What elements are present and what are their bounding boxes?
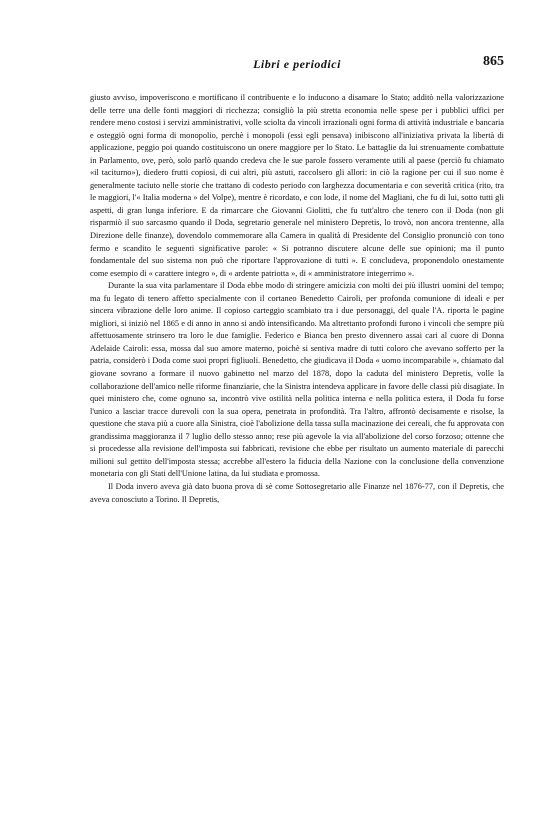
page-number: 865: [483, 54, 504, 69]
running-title: Libri e periodici: [253, 57, 341, 71]
paragraph-2: Durante la sua vita parlamentare il Doda ebbe modo di stringere amicizia con molti dei più illustri uomini del tempo; ma fu legato di tenero affetto specialmente con il cortaneo Benedetto Cairoli, per profonda comunione di ideali e per sincera vibrazione delle loro anime. Il copioso carteggio scambiato tra i due personaggi, del quale l'A. riporta le pagine migliori, si iniziò nel 1865 e di anno in anno si andò intensificando. Ma altrettanto profondi furono i vincoli che sempre più affettuosamente strinsero tra loro le due famiglie. Federico e Bianca ben presto divennero assai cari al cuore di Donna Adelaide Cairoli: essa, mossa dal suo amore materno, poichè si sentiva madre di tutti coloro che avevano sofferto per la patria, considerò i Doda come suoi propri figliuoli. Benedetto, che giudicava il Doda « uomo incomparabile », chiamato dal giovane sovrano a formare il nuovo gabinetto nel marzo del 1878, dopo la caduta del ministero Depretis, volle la collaborazione dell'amico nelle riforme finanziarie, che la Sinistra intendeva applicare in favore delle classi più disagiate. In quei ministero che, come ognuno sa, incontrò vive ostilità nella politica interna e nella politica estera, il Doda fu forse l'unico a lasciar tracce durevoli con la sua opera, penetrata in profondità. Tra l'altro, affrontò decisamente e risolse, la questione che stava più a cuore alla Sinistra, cioè l'abolizione della tassa sulla macinazione dei cereali, che fu approvata con grandissima maggioranza il 7 luglio dello stesso anno; rese più agevole la via all'abolizione del corso forzoso; ottenne che si procedesse alla revisione dell'imposta sui fabbricati, revisione che ebbe per risultato un aumento materiale di parecchi milioni sul gettito dell'imposta stessa; accrebbe all'estero la fiducia della Nazione con la conclusione della convenzione monetaria con gli Stati dell'Unione latina, da lui studiata e promossa.: [90, 281, 504, 479]
paragraph-1: giusto avviso, impoveriscono e mortificano il contribuente e lo inducono a disamare lo Stato; additò nella valorizzazione delle terre una delle fonti maggiori di ricchezza; consigliò la più stretta economia nelle spese per i pubblici uffici per rendere meno costosi i servizi amministrativi, volle sciolta da vincoli irrazionali ogni forma di attività industriale e bancaria e osteggiò ogni forma di monopolio, perchè i monopoli (essi egli pensava) inibiscono all'iniziativa privata la libertà di applicazione, peggio poi quando costituiscono un onere maggiore per lo Stato. Le battaglie da lui strenuamente combattute in Parlamento, ove, però, solo parlò quando credeva che le sue parole fossero veramente utili al paese (perciò fu chiamato «il taciturno»), diedero frutti copiosi, di cui altri, più astuti, raccolsero gli allori: in ciò la ragione per cui il suo nome è generalmente taciuto nelle storie che trattano di codesto periodo con larghezza documentaria e con severità critica (rito, tra le maggiori, l'« Italia moderna » del Volpe), mentre è ricordato, e con lode, il nome del Magliani, che fu di lui, sotto tutti gli aspetti, di gran lunga inferiore. E da rimarcare che Giovanni Giolitti, che fu tutt'altro che tenero con il Doda (non gli risparmiò il suo sarcasmo quando il Doda, segretario generale nel ministero Depretis, lo trovò, non ancora trentenne, alla Direzione delle finanze), dovendolo commemorare alla Camera in qualità di Presidente del Consiglio pronunciò con tono fermo e scandito le seguenti significative parole: « Si potranno discutere alcune delle sue opinioni; ma il punto fondamentale del suo sistema non può che riportare l'approvazione di tutti ». E concludeva, proponendolo onestamente come esempio di « carattere integro », di « ardente patriotta », di « amministratore integerrimo ».: [90, 93, 504, 278]
page-header: [90, 54, 504, 76]
body-text: [90, 92, 504, 506]
paragraph-3: Il Doda invero aveva già dato buona prova di sè come Sottosegretario alle Finanze nel 1876-77, con il Depretis, che aveva conosciuto a Torino. Il Depretis,: [90, 481, 504, 504]
